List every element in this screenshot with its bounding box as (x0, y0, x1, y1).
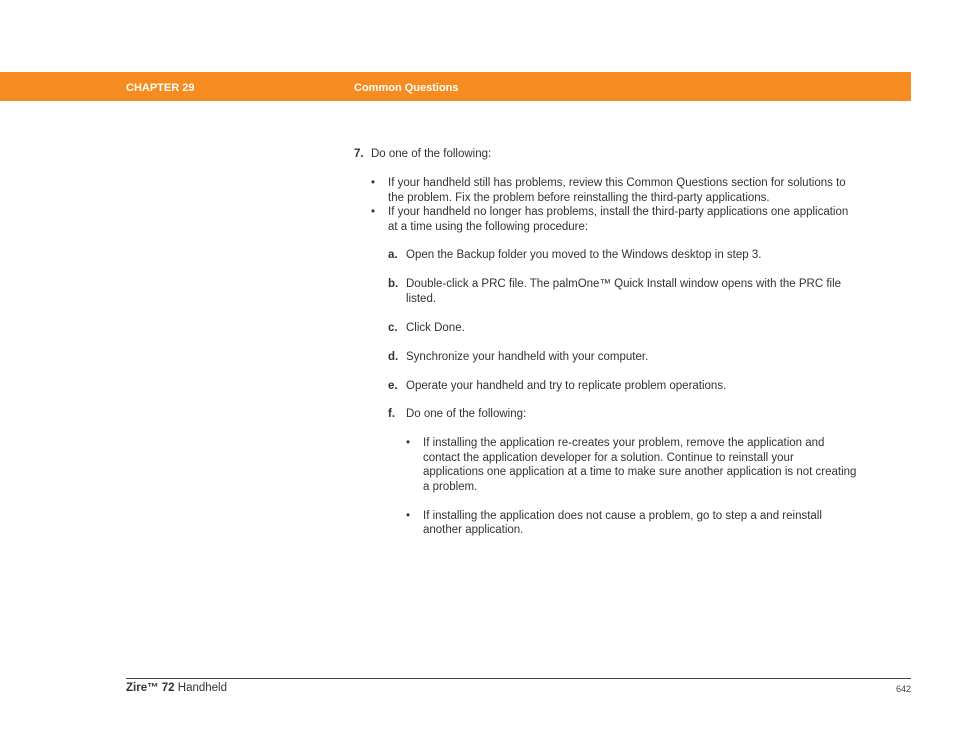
bullet-glyph: • (371, 206, 376, 218)
substep-letter: b. (388, 278, 399, 290)
sub-bullet-text-line: applications one application at a time to make sure another application is not creating (423, 466, 857, 478)
bullet-text-line: the problem. Fix the problem before reinstalling the third-party applications. (388, 192, 770, 204)
step-number: 7. (354, 148, 364, 160)
substep-letter: d. (388, 351, 399, 363)
chapter-header-bar (0, 72, 911, 101)
substep-letter: e. (388, 380, 398, 392)
step-text: Do one of the following: (371, 148, 492, 160)
substep-text: Do one of the following: (406, 408, 527, 420)
bullet-text-line: If your handheld still has problems, review this Common Questions section for solutions to (388, 177, 846, 189)
chapter-label: CHAPTER 29 (126, 82, 195, 94)
sub-bullet-text-line: contact the application developer for a solution. Continue to reinstall your (423, 452, 794, 464)
substep-text: Double-click a PRC file. The palmOne™ Quick Install window opens with the PRC file (406, 278, 842, 290)
substep-letter: f. (388, 408, 396, 420)
page-number: 642 (895, 684, 911, 694)
footer-divider (126, 678, 911, 679)
bullet-text-line: If your handheld no longer has problems, install the third-party applications one application (388, 206, 849, 218)
substep-text: Operate your handheld and try to replicate problem operations. (406, 380, 727, 392)
substep-text: Click Done. (406, 322, 465, 334)
substep-text: listed. (406, 293, 437, 305)
footer-product-bold: Zire™ 72 (126, 682, 175, 694)
bullet-text-line: at a time using the following procedure: (388, 221, 589, 233)
section-title: Common Questions (354, 82, 459, 94)
sub-bullet-text-line: a problem. (423, 481, 478, 493)
bullet-glyph: • (371, 177, 376, 189)
substep-text: Synchronize your handheld with your computer. (406, 351, 649, 363)
sub-bullet-text-line: If installing the application does not cause a problem, go to step a and reinstall (423, 510, 822, 522)
sub-bullet-text-line: another application. (423, 524, 524, 536)
bullet-glyph: • (406, 437, 411, 449)
substep-letter: c. (388, 322, 398, 334)
substep-letter: a. (388, 249, 398, 261)
sub-bullet-text-line: If installing the application re-creates your problem, remove the application and (423, 437, 825, 449)
substep-text: Open the Backup folder you moved to the Windows desktop in step 3. (406, 249, 762, 261)
bullet-glyph: • (406, 510, 411, 522)
footer-product-rest: Handheld (174, 682, 228, 694)
footer-product-name (126, 682, 227, 694)
